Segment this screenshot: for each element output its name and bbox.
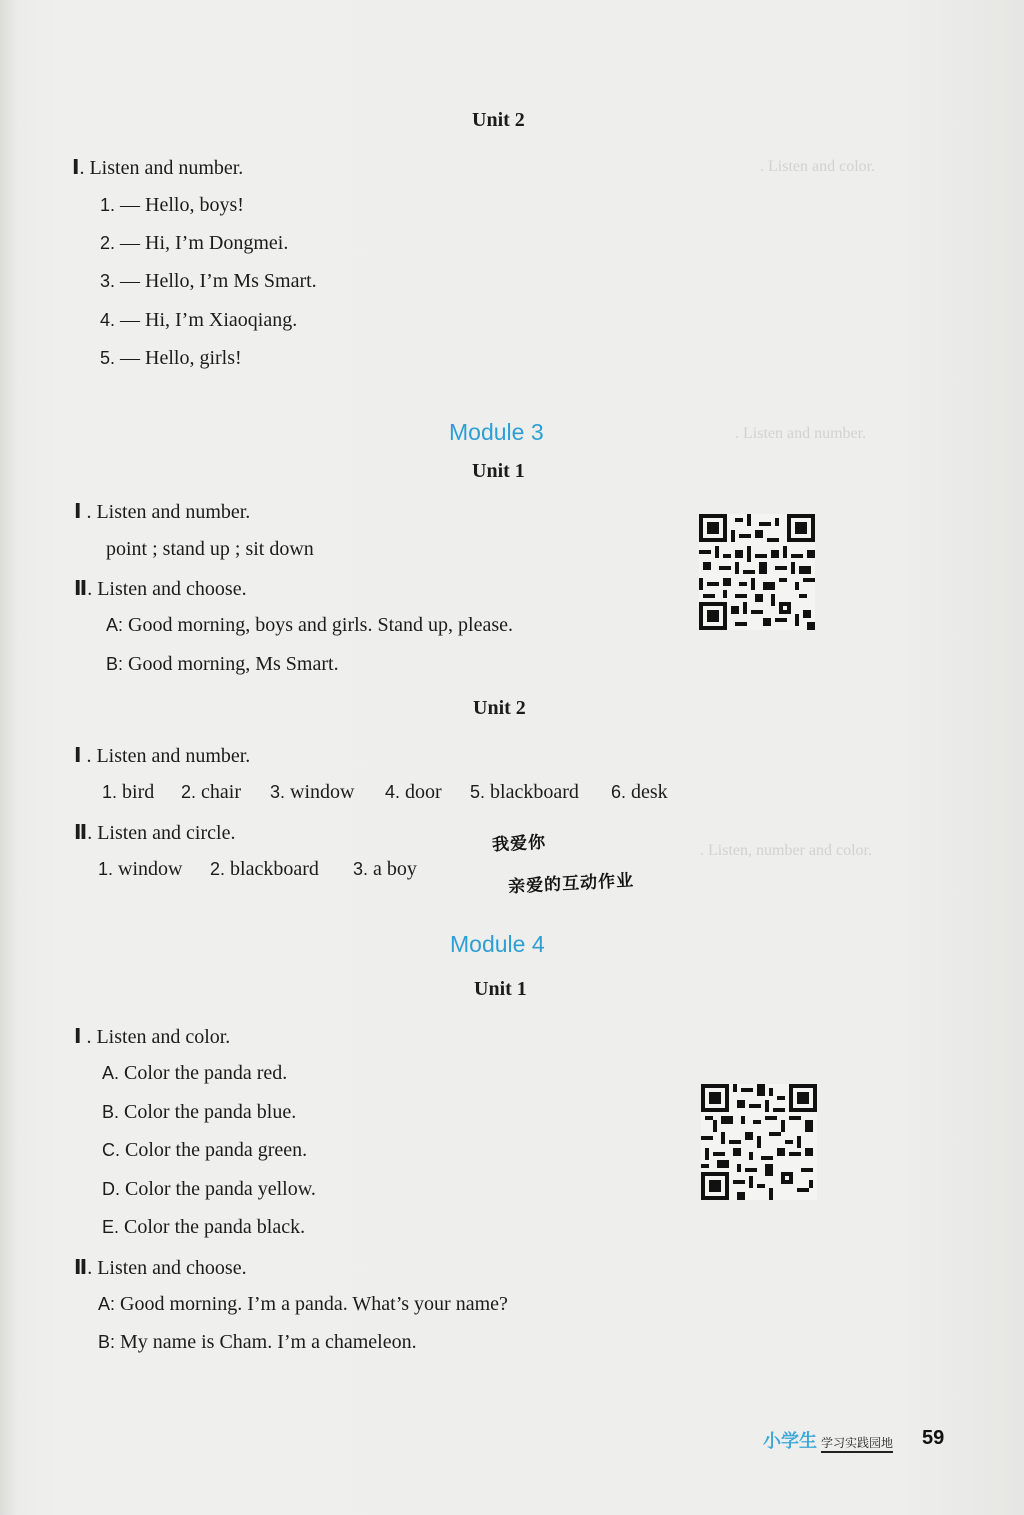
item-text: — Hi, I’m Dongmei.	[120, 232, 289, 254]
list-item	[102, 1139, 307, 1162]
footer-brand: 小学生	[763, 1431, 817, 1452]
dialog-line	[106, 614, 513, 637]
unit-title: Unit 2	[472, 109, 525, 131]
list-item	[102, 1062, 287, 1085]
item-number: 4.	[385, 782, 401, 802]
section-numeral: Ⅱ	[74, 578, 88, 600]
section-numeral: Ⅰ	[74, 745, 82, 767]
item-text: blackboard	[230, 858, 319, 880]
footer-subtitle: 学习实践园地	[821, 1436, 893, 1453]
item-text: — Hello, I’m Ms Smart.	[120, 270, 317, 292]
list-item	[100, 270, 317, 293]
speaker: A:	[106, 615, 124, 635]
dialog-text: Good morning. I’m a panda. What’s your name?	[120, 1293, 508, 1315]
circle-item	[98, 858, 182, 881]
list-item	[100, 232, 288, 255]
handwritten-note: 亲爱的互动作业	[507, 870, 635, 898]
qr-code[interactable]	[698, 514, 816, 630]
section-heading	[72, 155, 243, 180]
show-through-text: . Listen, number and color.	[700, 842, 872, 859]
circle-item	[210, 858, 319, 881]
item-number: 5.	[470, 782, 486, 802]
numbered-row	[102, 781, 154, 804]
item-text: Color the panda blue.	[124, 1101, 297, 1123]
item-letter: E.	[102, 1217, 120, 1237]
dialog-line	[106, 653, 339, 676]
list-item	[102, 1216, 305, 1239]
dialog-text: Good morning, boys and girls. Stand up, please.	[128, 614, 513, 636]
item-number: 6.	[611, 782, 627, 802]
item-number: 1.	[100, 195, 116, 215]
numbered-row	[270, 781, 354, 804]
section-numeral: Ⅱ	[74, 822, 88, 844]
unit-title: Unit 1	[474, 978, 527, 1000]
unit-title: Unit 1	[472, 460, 525, 482]
item-number: 3.	[100, 271, 116, 291]
item-number: 3.	[270, 782, 286, 802]
item-text: desk	[631, 781, 668, 803]
item-letter: C.	[102, 1140, 120, 1160]
section-numeral: Ⅰ	[72, 157, 80, 179]
item-letter: D.	[102, 1179, 120, 1199]
speaker: A:	[98, 1294, 116, 1314]
item-text: blackboard	[490, 781, 579, 803]
list-item	[102, 1101, 296, 1124]
item-text: Color the panda green.	[125, 1139, 308, 1161]
handwritten-note: 我爱你	[491, 832, 547, 856]
item-number: 3.	[353, 859, 369, 879]
item-text: window	[290, 781, 355, 803]
section-label: . Listen and choose.	[87, 1257, 247, 1279]
item-number: 4.	[100, 310, 116, 330]
item-number: 1.	[98, 859, 114, 879]
section-label: . Listen and number.	[79, 157, 244, 179]
numbered-row	[611, 781, 668, 804]
item-text: door	[405, 781, 442, 803]
module-title: Module 3	[449, 419, 544, 445]
section-label: . Listen and circle.	[87, 822, 236, 844]
page-number: 59	[922, 1427, 945, 1449]
numbered-row	[385, 781, 442, 804]
section-label: . Listen and color.	[86, 1026, 231, 1048]
item-letter: B.	[102, 1102, 120, 1122]
qr-code[interactable]	[700, 1084, 818, 1200]
unit-title: Unit 2	[473, 697, 526, 719]
item-text: chair	[201, 781, 241, 803]
item-number: 5.	[100, 348, 116, 368]
dialog-text: Good morning, Ms Smart.	[128, 653, 339, 675]
section-label: . Listen and number.	[86, 745, 251, 767]
list-item	[100, 347, 242, 370]
item-text: Color the panda black.	[124, 1216, 306, 1238]
speaker: B:	[98, 1332, 116, 1352]
item-text: window	[118, 858, 183, 880]
section-label: . Listen and choose.	[87, 578, 247, 600]
circle-item	[353, 858, 417, 881]
section-heading	[74, 743, 250, 768]
item-letter: A.	[102, 1063, 120, 1083]
section-numeral: Ⅰ	[74, 501, 82, 523]
section-heading	[74, 1024, 230, 1049]
item-text: — Hello, girls!	[120, 347, 242, 369]
answer-line: point ; stand up ; sit down	[106, 538, 314, 560]
footer-brand-block	[763, 1427, 893, 1453]
list-item	[102, 1178, 316, 1201]
item-text: — Hello, boys!	[120, 194, 244, 216]
item-text: a boy	[373, 858, 417, 880]
item-number: 2.	[100, 233, 116, 253]
dialog-line	[98, 1331, 417, 1354]
show-through-text: . Listen and number.	[735, 425, 867, 442]
module-title: Module 4	[450, 931, 545, 957]
section-numeral: Ⅱ	[74, 1257, 88, 1279]
section-heading	[74, 820, 235, 845]
show-through-text: . Listen and color.	[760, 158, 876, 175]
section-label: . Listen and number.	[86, 501, 251, 523]
section-heading	[74, 1255, 247, 1280]
item-text: bird	[122, 781, 155, 803]
list-item	[100, 309, 297, 332]
item-text: Color the panda yellow.	[125, 1178, 316, 1200]
list-item	[100, 194, 244, 217]
dialog-text: My name is Cham. I’m a chameleon.	[120, 1331, 417, 1353]
dialog-line	[98, 1293, 508, 1316]
item-text: Color the panda red.	[124, 1062, 288, 1084]
item-text: — Hi, I’m Xiaoqiang.	[120, 309, 298, 331]
numbered-row	[181, 781, 241, 804]
item-number: 2.	[210, 859, 226, 879]
item-number: 2.	[181, 782, 197, 802]
section-numeral: Ⅰ	[74, 1026, 82, 1048]
section-heading	[74, 576, 247, 601]
numbered-row	[470, 781, 579, 804]
speaker: B:	[106, 654, 124, 674]
item-number: 1.	[102, 782, 118, 802]
section-heading	[74, 499, 250, 524]
